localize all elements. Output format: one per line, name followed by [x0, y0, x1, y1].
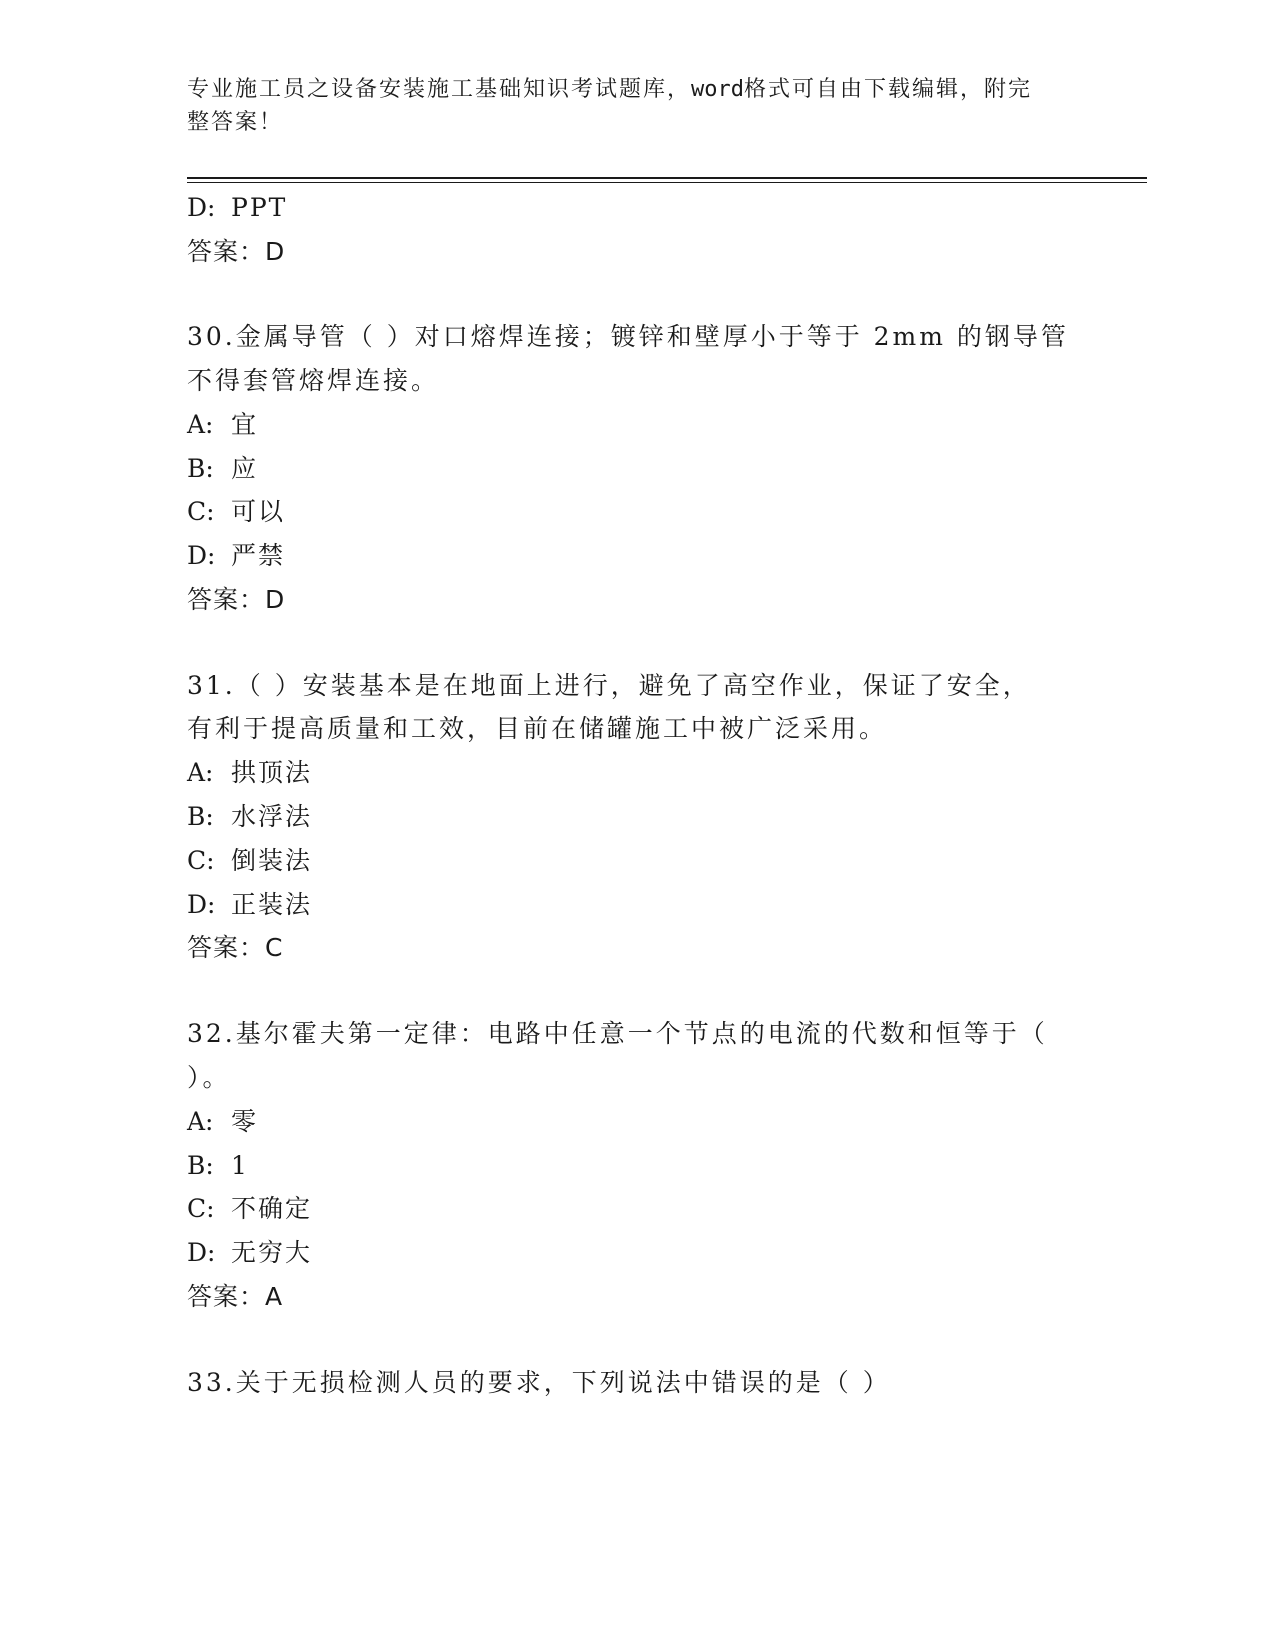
question-32-option-d: D: 无穷大: [187, 1238, 313, 1267]
question-32-option-c: C: 不确定: [187, 1194, 313, 1223]
header-divider: [187, 177, 1147, 179]
question-31-text-cont: 有利于提高质量和工效，目前在储罐施工中被广泛采用。: [187, 714, 888, 743]
question-30-option-c: C: 可以: [187, 497, 286, 526]
header-text: 专业施工员之设备安装施工基础知识考试题库，: [187, 77, 692, 102]
question-31-text: 31.（ ）安装基本是在地面上进行，避免了高空作业，保证了安全，: [187, 671, 1031, 700]
question-30-option-d: D: 严禁: [187, 541, 286, 570]
question-30-text-cont: 不得套管熔焊连接。: [187, 366, 440, 395]
question-32-answer: 答案：A: [187, 1282, 284, 1311]
question-32-text-cont: ）。: [187, 1063, 231, 1092]
question-31-option-b: B: 水浮法: [187, 802, 313, 831]
option-d: D: PPT: [187, 193, 288, 222]
answer: 答案：D: [187, 237, 286, 266]
header-text-cont: 格式可自由下载编辑，附完: [744, 77, 1033, 102]
question-33-text: 33.关于无损检测人员的要求，下列说法中错误的是（ ）: [187, 1368, 891, 1397]
header-divider-thin: [187, 182, 1147, 183]
header-text-line2: 整答案！: [187, 110, 284, 135]
question-30-answer: 答案：D: [187, 585, 286, 614]
header-word: word: [691, 77, 744, 102]
question-31-option-d: D: 正装法: [187, 890, 313, 919]
question-32-option-a: A: 零: [187, 1107, 259, 1136]
question-31-option-a: A: 拱顶法: [187, 758, 313, 787]
question-30-text: 30.金属导管（ ）对口熔焊连接；镀锌和壁厚小于等于 2mm 的钢导管: [187, 322, 1069, 351]
question-31-answer: 答案：C: [187, 933, 284, 962]
question-31-option-c: C: 倒装法: [187, 846, 313, 875]
question-30-option-a: A: 宜: [187, 410, 259, 439]
question-32-text: 32.基尔霍夫第一定律：电路中任意一个节点的电流的代数和恒等于（: [187, 1019, 1048, 1048]
question-30-option-b: B: 应: [187, 454, 259, 483]
question-32-option-b: B: 1: [187, 1151, 249, 1180]
document-header: [187, 73, 1067, 139]
